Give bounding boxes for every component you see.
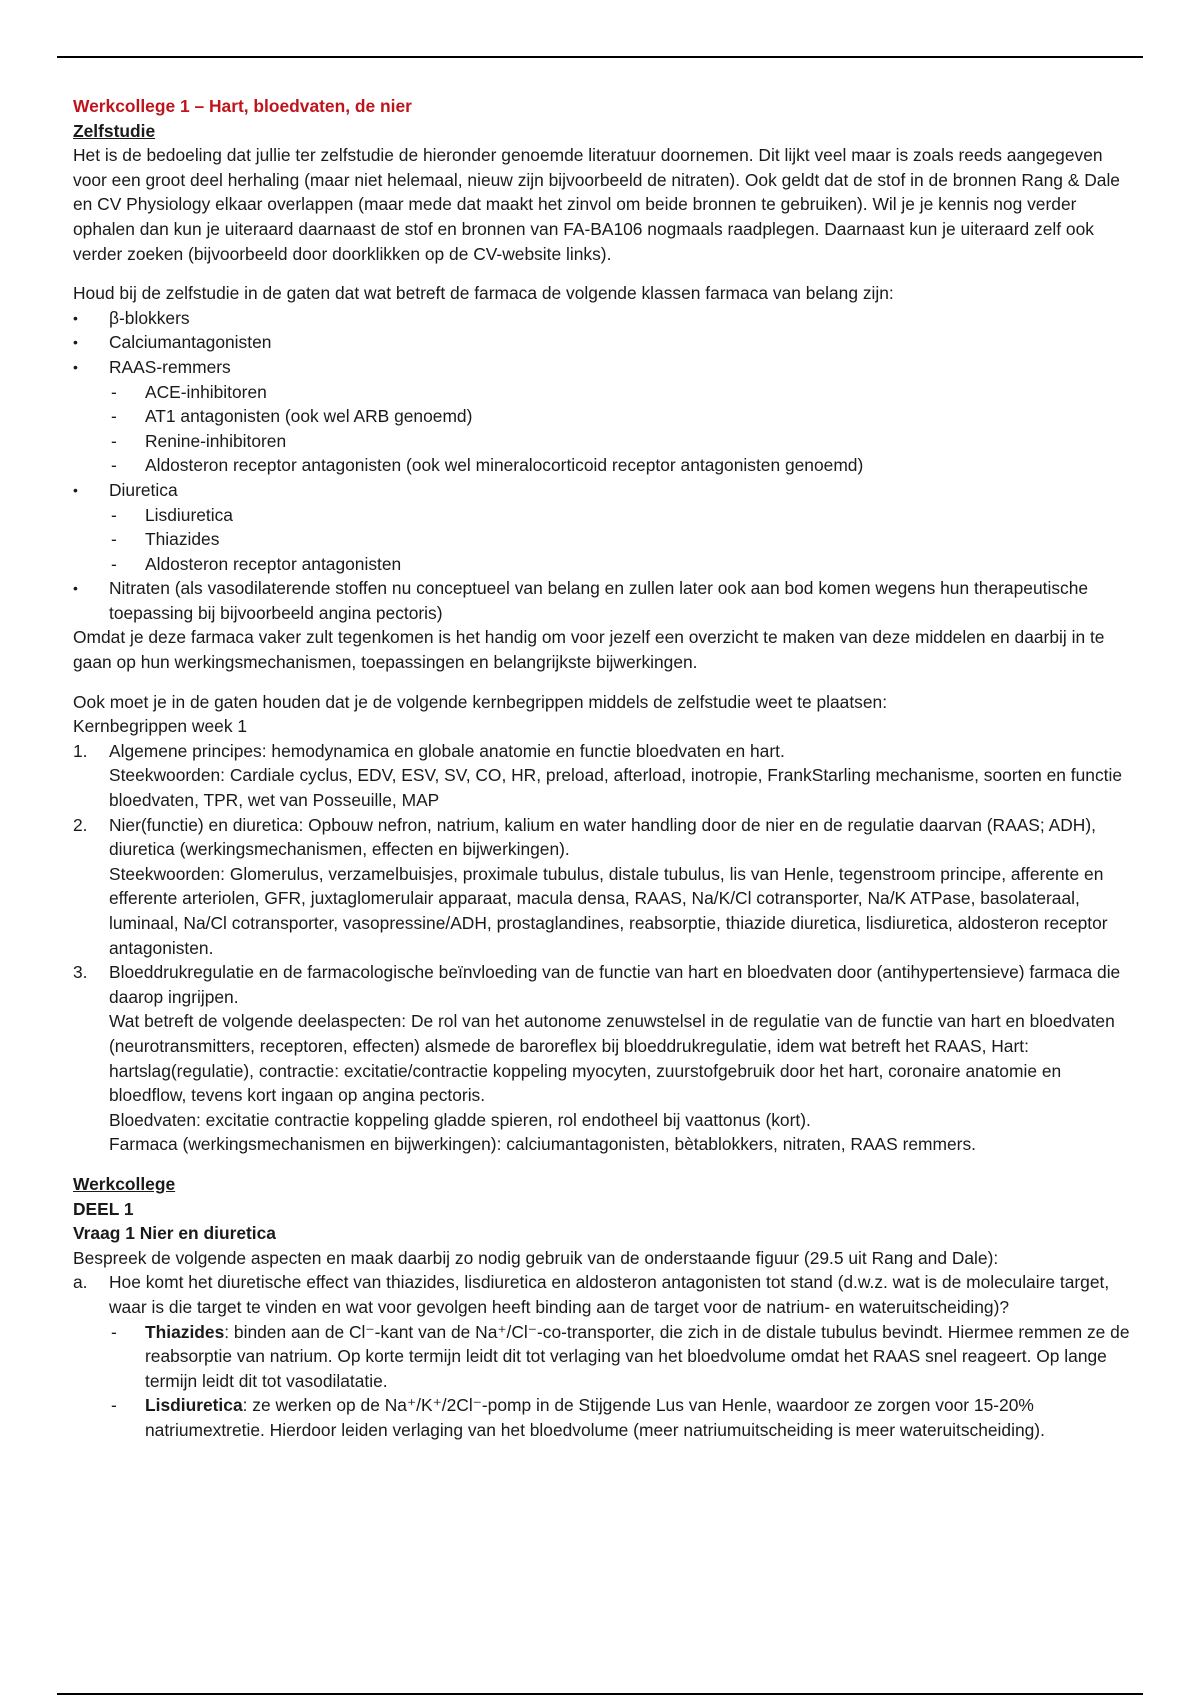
- werkcollege-heading: Werkcollege: [73, 1173, 176, 1194]
- list-item: • RAAS-remmers: [73, 356, 231, 377]
- overview-paragraph: Omdat je deze farmaca vaker zult tegenkomen is het handig om voor jezelf een overzicht te maken van deze middelen en daarbij in te gaan op hun werkingsmechanismen, toepassingen en belangrijkste bijwerkingen.: [73, 627, 1105, 673]
- list-item: • β-blokkers: [73, 307, 190, 328]
- list-item: 3. Bloeddrukregulatie en de farmacologische beïnvloeding van de functie van hart en bloedvaten door (antihypertensieve) farmaca die daarop ingrijpen. Wat betreft de volgende deelaspecten: De rol van het autonome zenuwstelsel in de regulatie van de functie van hart en bloedvaten (neurotransmitters, receptoren, effecten) alsmede de baroreflex bij bloeddrukregulatie, idem wat betreft het RAAS, Hart: hartslag(regulatie), contractie: excitatie/contractie koppeling myocyten, zuurstofgebruik door het hart, coronaire anatomie en bloedflow, tevens kort ingaan op angina pectoris. Bloedvaten: excitatie contractie koppeling gladde spieren, rol endotheel bij vaattonus (kort). Farmaca (werkingsmechanismen en bijwerkingen): calciumantagonisten, bètablokkers, nitraten, RAAS remmers.: [73, 962, 1121, 1155]
- list-item: - Aldosteron receptor antagonisten: [111, 553, 402, 574]
- answers-list: [73, 1320, 1133, 1443]
- footer-rule: [57, 1693, 1143, 1695]
- list-item: - ACE-inhibitoren: [111, 381, 267, 402]
- kernbegrippen-list: [73, 739, 1133, 1157]
- list-item: 2. Nier(functie) en diuretica: Opbouw nefron, natrium, kalium en water handling door de nier en de regulatie daarvan (RAAS; ADH), diuretica (werkingsmechanismen, effecten en bijwerkingen). Steekwoorden: Glomerulus, verzamelbuisjes, proximale tubulus, distale tubulus, lis van Henle, tegenstroom principe, afferente en efferente arteriolen, GFR, juxtaglomerulair apparaat, macula densa, RAAS, Na/K/Cl cotransporter, Na/K ATPase, basolateraal, luminaal, Na/Cl cotransporter, vasopressine/ADH, prostaglandines, reabsorptie, thiazide diuretica, lisdiuretica, aldosteron receptor antagonisten.: [73, 814, 1108, 958]
- document-page: [73, 94, 1133, 1442]
- page-title: Werkcollege 1 – Hart, bloedvaten, de nier: [73, 96, 412, 116]
- list-item: - Aldosteron receptor antagonisten (ook wel mineralocorticoid receptor antagonisten genoemd): [111, 455, 864, 476]
- vraag-heading: Vraag 1 Nier en diuretica: [73, 1223, 276, 1244]
- diuretica-sublist: [73, 503, 1133, 577]
- list-item: - AT1 antagonisten (ook wel ARB genoemd): [111, 406, 473, 427]
- list-item: • Calciumantagonisten: [73, 332, 272, 353]
- list-item: - Thiazides: [111, 529, 220, 550]
- list-item: - Lisdiuretica: ze werken op de Na⁺/K⁺/2Cl⁻-pomp in de Stijgende Lus van Henle, waardoor ze zorgen voor 15-20% natriumextretie. Hierdoor leiden verlaging van het bloedvolume (meer natriumuitscheiding is meer wateruitscheiding).: [111, 1395, 1045, 1440]
- list-item: - Renine-inhibitoren: [111, 430, 287, 451]
- list-item: a. Hoe komt het diuretische effect van thiazides, lisdiuretica en aldosteron antagonisten tot stand (d.w.z. wat is de moleculaire target, waar is die target te vinden en wat voor gevolgen heeft binding aan de target voor de natrium- en wateruitscheiding)?: [73, 1272, 1110, 1317]
- list-item: • Nitraten (als vasodilaterende stoffen nu conceptueel van belang en zullen later ook aan bod komen wegens hun therapeutische toepassing bij bijvoorbeeld angina pectoris): [73, 578, 1089, 623]
- question-list: [73, 1270, 1133, 1319]
- list-item: - Thiazides: binden aan de Cl⁻-kant van de Na⁺/Cl⁻-co-transporter, die zich in de distale tubulus bevindt. Hiermee remmen ze de reabsorptie van natrium. Op korte termijn leidt dit tot verlaging van het bloedvolume omdat het RAAS snel reageert. Op lange termijn leidt dit tot vasodilatatie.: [111, 1321, 1130, 1391]
- list-item: 1. Algemene principes: hemodynamica en globale anatomie en functie bloedvaten en hart. Steekwoorden: Cardiale cyclus, EDV, ESV, SV, CO, HR, preload, afterload, inotropie, FrankStarling mechanisme, soorten en functie bloedvaten, TPR, wet van Posseuille, MAP: [73, 740, 1123, 811]
- list-item: • Diuretica: [73, 479, 178, 500]
- classes-intro: Houd bij de zelfstudie in de gaten dat wat betreft de farmaca de volgende klassen farmaca van belang zijn:: [73, 283, 894, 304]
- vraag-intro: Bespreek de volgende aspecten en maak daarbij zo nodig gebruik van de onderstaande figuur (29.5 uit Rang and Dale):: [73, 1247, 999, 1268]
- list-item: - Lisdiuretica: [111, 504, 233, 525]
- kern-intro: Ook moet je in de gaten houden dat je de volgende kernbegrippen middels de zelfstudie weet te plaatsen:: [73, 691, 888, 712]
- zelfstudie-intro: Het is de bedoeling dat jullie ter zelfstudie de hieronder genoemde literatuur doornemen. Dit lijkt veel maar is zoals reeds aangegeven voor een groot deel herhaling (maar niet helemaal, nieuw zijn bijvoorbeeld de nitraten). Ook geldt dat de stof in de bronnen Rang & Dale en CV Physiology elkaar overlappen (maar mede dat maakt het zinvol om beide bronnen te gebruiken). Wil je je kennis nog verder ophalen dan kun je uiteraard daarnaast de stof en bronnen van FA-BA106 nogmaals raadplegen. Daarnaast kun je uiteraard zelf ook verder zoeken (bijvoorbeeld door doorklikken op de CV-website links).: [73, 145, 1120, 264]
- drug-classes-list: [73, 306, 1133, 380]
- deel-heading: DEEL 1: [73, 1198, 134, 1219]
- zelfstudie-heading: Zelfstudie: [73, 120, 156, 141]
- kern-title: Kernbegrippen week 1: [73, 716, 248, 737]
- raas-sublist: [73, 380, 1133, 478]
- header-rule: [57, 56, 1143, 58]
